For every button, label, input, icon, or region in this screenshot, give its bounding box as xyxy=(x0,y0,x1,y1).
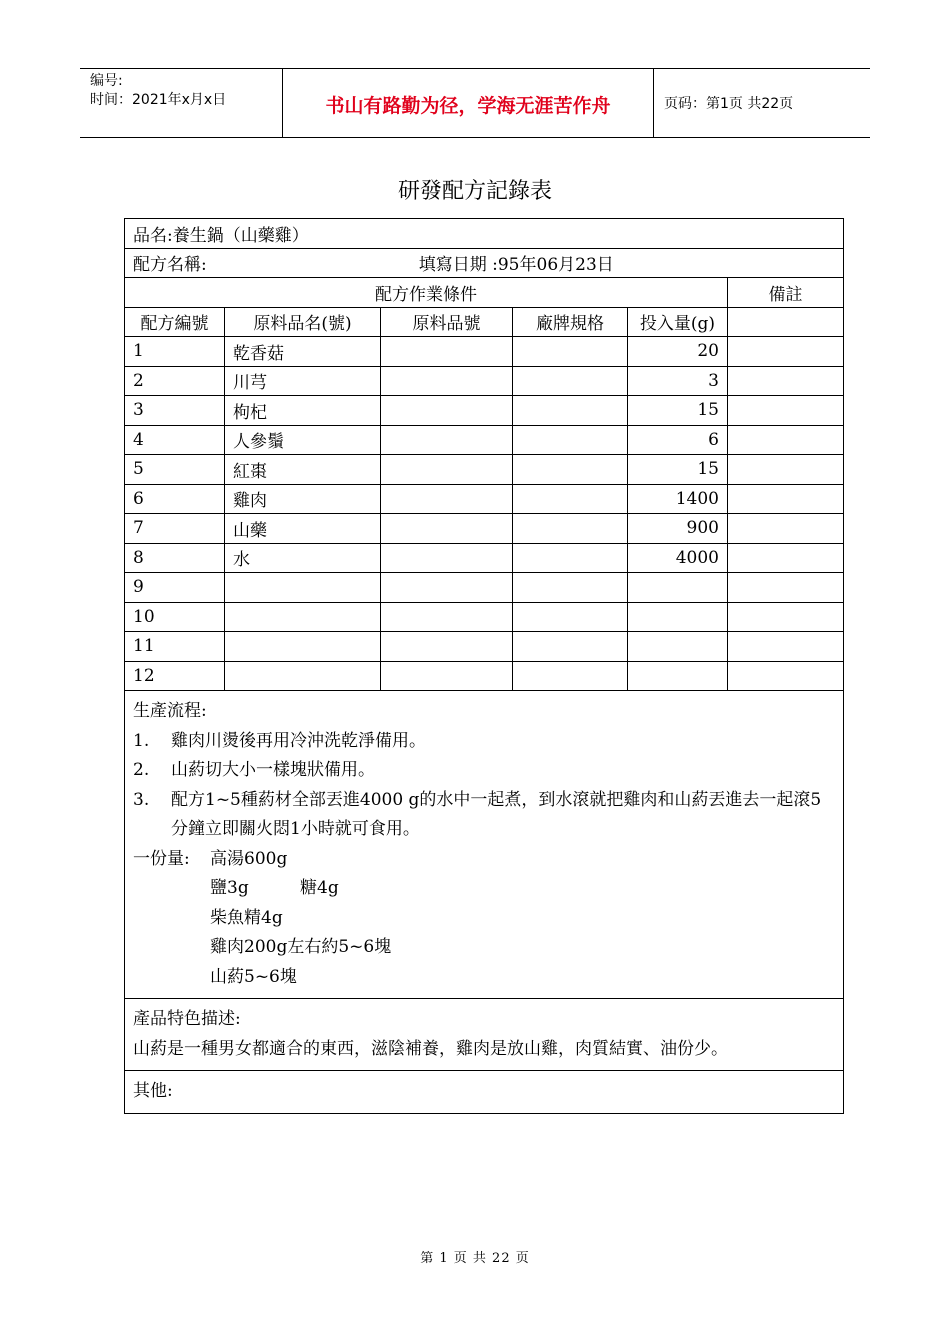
column-header: 原料品號 xyxy=(381,307,513,337)
page-header xyxy=(80,68,870,138)
ingredient-name: 水 xyxy=(225,543,381,573)
ingredient-name: 紅棗 xyxy=(225,455,381,485)
notes-cell xyxy=(728,307,844,337)
step-text: 配方1~5種葯材全部丟進4000 g的水中一起煮，到水滾就把雞肉和山葯丟進去一起滾5分鐘立即關火悶1小時就可食用。 xyxy=(171,789,822,839)
doc-number-label: 编号: xyxy=(90,73,123,89)
notes-cell xyxy=(728,396,844,426)
row-number: 5 xyxy=(125,455,225,485)
row-number: 2 xyxy=(125,366,225,396)
step-number: 3. xyxy=(133,789,150,810)
quantity: 15 xyxy=(628,396,728,426)
brand-spec xyxy=(513,455,628,485)
column-header: 配方編號 xyxy=(125,307,225,337)
recipe-form xyxy=(124,218,844,1114)
process-label: 生產流程: xyxy=(133,701,207,721)
brand-spec xyxy=(513,425,628,455)
table-row xyxy=(125,573,844,603)
row-number: 12 xyxy=(125,661,225,691)
row-number: 8 xyxy=(125,543,225,573)
brand-spec xyxy=(513,632,628,662)
header-divider xyxy=(653,69,654,137)
process-step xyxy=(133,756,835,786)
portion-line: 柴魚精4g xyxy=(210,907,283,928)
quantity xyxy=(628,632,728,662)
header-meta xyxy=(90,72,226,110)
product-features-section xyxy=(125,999,844,1071)
quantity: 15 xyxy=(628,455,728,485)
quantity: 3 xyxy=(628,366,728,396)
ingredient-name: 人參鬚 xyxy=(225,425,381,455)
fill-date: 填寫日期 :95年06月23日 xyxy=(418,255,614,276)
notes-cell xyxy=(728,514,844,544)
row-number: 9 xyxy=(125,573,225,603)
quantity: 900 xyxy=(628,514,728,544)
ingredient-name xyxy=(225,602,381,632)
brand-spec xyxy=(513,543,628,573)
ingredient-code xyxy=(381,602,513,632)
other-section xyxy=(125,1071,844,1114)
quantity xyxy=(628,573,728,603)
header-page-number: 页码：第1页 共22页 xyxy=(664,96,794,112)
brand-spec xyxy=(513,396,628,426)
ingredient-code xyxy=(381,425,513,455)
features-text: 山葯是一種男女都適合的東西，滋陰補養，雞肉是放山雞，肉質結實、油份少。 xyxy=(133,1038,728,1059)
column-header-row xyxy=(125,307,844,337)
brand-spec xyxy=(513,573,628,603)
notes-cell xyxy=(728,337,844,367)
quantity xyxy=(628,661,728,691)
row-number: 6 xyxy=(125,484,225,514)
ingredient-code xyxy=(381,514,513,544)
header-motto: 书山有路勤为径，学海无涯苦作舟 xyxy=(325,95,611,117)
ingredient-name xyxy=(225,632,381,662)
portion-block xyxy=(133,845,835,993)
ingredient-name: 雞肉 xyxy=(225,484,381,514)
notes-cell xyxy=(728,366,844,396)
row-number: 3 xyxy=(125,396,225,426)
brand-spec xyxy=(513,484,628,514)
notes-cell xyxy=(728,455,844,485)
quantity: 1400 xyxy=(628,484,728,514)
page-footer: 第 1 页 共 22 页 xyxy=(420,1251,530,1266)
notes-cell xyxy=(728,573,844,603)
step-text: 山葯切大小一樣塊狀備用。 xyxy=(171,760,375,780)
features-label: 產品特色描述: xyxy=(133,1009,241,1029)
notes-cell xyxy=(728,632,844,662)
table-row xyxy=(125,514,844,544)
ingredient-name xyxy=(225,661,381,691)
portion-label: 一份量: xyxy=(133,848,190,869)
brand-spec xyxy=(513,337,628,367)
other-label: 其他: xyxy=(133,1081,173,1101)
table-row xyxy=(125,455,844,485)
portion-line: 雞肉200g左右約5~6塊 xyxy=(210,937,392,957)
step-text: 雞肉川燙後再用冷沖洗乾淨備用。 xyxy=(171,730,426,751)
row-number: 11 xyxy=(125,632,225,662)
brand-spec xyxy=(513,602,628,632)
quantity: 4000 xyxy=(628,543,728,573)
ingredient-code xyxy=(381,661,513,691)
ingredient-code xyxy=(381,632,513,662)
ingredient-code xyxy=(381,484,513,514)
brand-spec xyxy=(513,366,628,396)
table-row xyxy=(125,337,844,367)
ingredient-name: 枸杞 xyxy=(225,396,381,426)
column-header: 原料品名(號) xyxy=(225,307,381,337)
notes-cell xyxy=(728,543,844,573)
notes-cell xyxy=(728,484,844,514)
portion-line: 山葯5~6塊 xyxy=(210,966,297,987)
process-step xyxy=(133,727,835,757)
step-number: 2. xyxy=(133,760,150,780)
brand-spec xyxy=(513,514,628,544)
doc-time-label: 时间：2021年x月x日 xyxy=(90,92,227,108)
ingredient-code xyxy=(381,455,513,485)
ingredient-name: 川芎 xyxy=(225,366,381,396)
document-title: 研發配方記錄表 xyxy=(397,179,552,204)
portion-salt: 鹽3g xyxy=(210,878,249,898)
brand-spec xyxy=(513,661,628,691)
ingredient-code xyxy=(381,543,513,573)
notes-cell xyxy=(728,602,844,632)
recipe-name-row xyxy=(125,248,844,278)
ingredient-name: 乾香菇 xyxy=(225,337,381,367)
ingredient-code xyxy=(381,366,513,396)
step-number: 1. xyxy=(133,730,150,751)
table-row xyxy=(125,366,844,396)
production-process-section xyxy=(125,691,844,999)
table-row xyxy=(125,661,844,691)
process-step xyxy=(133,786,835,845)
quantity: 20 xyxy=(628,337,728,367)
portion-line xyxy=(210,874,391,904)
recipe-name-label: 配方名稱: xyxy=(133,255,207,276)
table-row xyxy=(125,632,844,662)
section-conditions-header: 配方作業條件 xyxy=(125,278,728,308)
ingredient-code xyxy=(381,573,513,603)
row-number: 7 xyxy=(125,514,225,544)
notes-header: 備註 xyxy=(728,278,844,308)
ingredient-code xyxy=(381,396,513,426)
column-header: 投入量(g) xyxy=(628,307,728,337)
ingredient-code xyxy=(381,337,513,367)
table-row xyxy=(125,484,844,514)
portion-sugar: 糖4g xyxy=(300,878,339,898)
row-number: 1 xyxy=(125,337,225,367)
ingredient-name xyxy=(225,573,381,603)
row-number: 10 xyxy=(125,602,225,632)
ingredient-name: 山藥 xyxy=(225,514,381,544)
product-name: 品名:養生鍋（山藥雞） xyxy=(125,219,844,249)
table-row xyxy=(125,396,844,426)
portion-line: 高湯600g xyxy=(210,848,288,869)
table-row xyxy=(125,425,844,455)
table-row xyxy=(125,543,844,573)
row-number: 4 xyxy=(125,425,225,455)
notes-cell xyxy=(728,661,844,691)
quantity xyxy=(628,602,728,632)
table-row xyxy=(125,602,844,632)
column-header: 廠牌規格 xyxy=(513,307,628,337)
quantity: 6 xyxy=(628,425,728,455)
notes-cell xyxy=(728,425,844,455)
